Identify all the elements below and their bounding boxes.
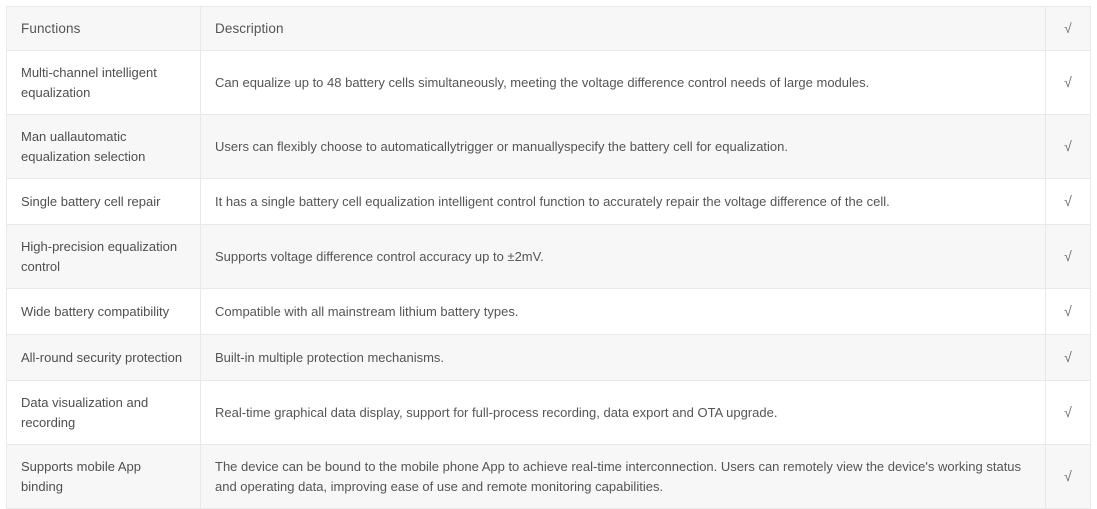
- features-table: [6, 6, 1091, 509]
- row-function-label: Data visualization and recording: [7, 381, 201, 445]
- table-header-row: [7, 7, 1091, 51]
- row-description-text: Compatible with all mainstream lithium battery types.: [201, 289, 1046, 335]
- table-row: [7, 51, 1091, 115]
- column-header-check: √: [1046, 7, 1091, 51]
- check-mark-icon: √: [1046, 225, 1091, 289]
- table-row: [7, 179, 1091, 225]
- check-mark-icon: √: [1046, 289, 1091, 335]
- table-header: [7, 7, 1091, 51]
- row-description-text: Users can flexibly choose to automaticallytrigger or manuallyspecify the battery cell for equalization.: [201, 115, 1046, 179]
- column-header-functions: Functions: [7, 7, 201, 51]
- row-function-label: Man uallautomatic equalization selection: [7, 115, 201, 179]
- row-function-label: Supports mobile App binding: [7, 445, 201, 509]
- check-mark-icon: √: [1046, 51, 1091, 115]
- row-description-text: The device can be bound to the mobile phone App to achieve real-time interconnection. Users can remotely view the device's working status and operating data, improving ease of use and remote monitoring capabilities.: [201, 445, 1046, 509]
- row-description-text: Built-in multiple protection mechanisms.: [201, 335, 1046, 381]
- table-row: [7, 289, 1091, 335]
- row-function-label: Wide battery compatibility: [7, 289, 201, 335]
- table-row: [7, 335, 1091, 381]
- check-mark-icon: √: [1046, 445, 1091, 509]
- check-mark-icon: √: [1046, 179, 1091, 225]
- table-row: [7, 115, 1091, 179]
- row-function-label: Single battery cell repair: [7, 179, 201, 225]
- check-mark-icon: √: [1046, 381, 1091, 445]
- row-function-label: Multi-channel intelligent equalization: [7, 51, 201, 115]
- row-description-text: Supports voltage difference control accuracy up to ±2mV.: [201, 225, 1046, 289]
- column-header-description: Description: [201, 7, 1046, 51]
- table-body: [7, 51, 1091, 509]
- row-function-label: High-precision equalization control: [7, 225, 201, 289]
- row-function-label: All-round security protection: [7, 335, 201, 381]
- table-row: [7, 225, 1091, 289]
- table-row: [7, 381, 1091, 445]
- check-mark-icon: √: [1046, 335, 1091, 381]
- table-row: [7, 445, 1091, 509]
- row-description-text: Can equalize up to 48 battery cells simultaneously, meeting the voltage difference control needs of large modules.: [201, 51, 1046, 115]
- row-description-text: Real-time graphical data display, support for full-process recording, data export and OTA upgrade.: [201, 381, 1046, 445]
- row-description-text: It has a single battery cell equalization intelligent control function to accurately repair the voltage difference of the cell.: [201, 179, 1046, 225]
- check-mark-icon: √: [1046, 115, 1091, 179]
